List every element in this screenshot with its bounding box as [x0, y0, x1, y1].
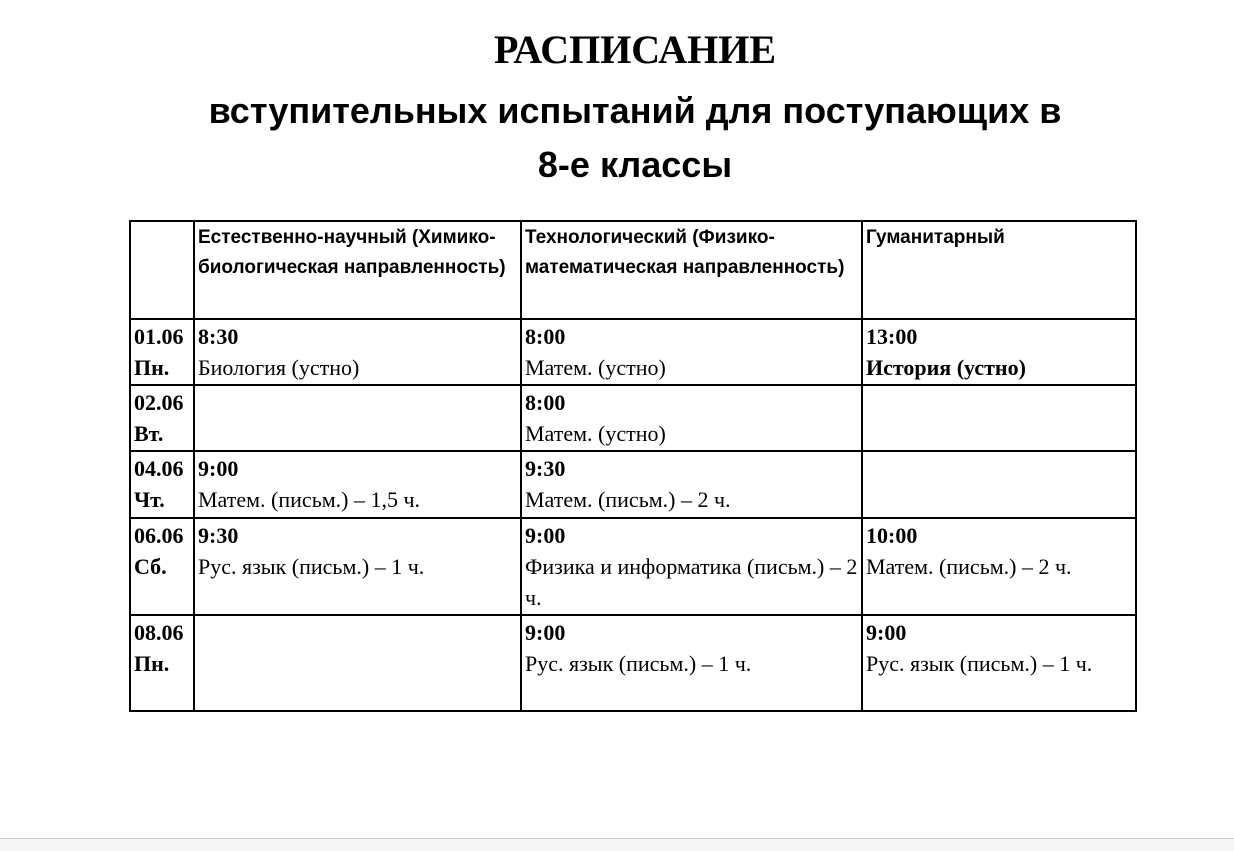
table-row: [130, 319, 1136, 385]
exam-time: 9:00: [525, 620, 566, 645]
exam-time: 9:00: [525, 523, 566, 548]
viewer-bottom-bar: [0, 839, 1234, 851]
exam-cell: [521, 518, 862, 615]
exam-subject: Матем. (устно): [525, 355, 666, 380]
day-cell: [130, 385, 194, 451]
exam-time: 8:00: [525, 324, 566, 349]
title-subtitle: [0, 84, 1234, 192]
schedule-table: [129, 220, 1137, 712]
exam-cell: [194, 615, 521, 711]
exam-cell: [521, 451, 862, 518]
day-cell: [130, 615, 194, 711]
exam-time: 8:30: [198, 324, 239, 349]
exam-cell: [194, 451, 521, 518]
day-date: 02.06: [134, 390, 184, 415]
exam-time: 13:00: [866, 324, 918, 349]
exam-time: 9:30: [525, 456, 566, 481]
exam-cell: [862, 319, 1136, 385]
table-header-row: [130, 221, 1136, 319]
exam-subject: Физика и информатика (письм.) – 2 ч.: [525, 554, 858, 610]
exam-time: 9:00: [198, 456, 239, 481]
table-row: [130, 385, 1136, 451]
exam-subject: Матем. (письм.) – 1,5 ч.: [198, 487, 421, 512]
day-weekday: Пн.: [134, 651, 170, 676]
exam-subject: Матем. (письм.) – 2 ч.: [525, 487, 731, 512]
day-date: 01.06: [134, 324, 184, 349]
exam-cell: [862, 385, 1136, 451]
exam-time: 9:30: [198, 523, 239, 548]
day-weekday: Пн.: [134, 355, 170, 380]
exam-subject: Матем. (письм.) – 2 ч.: [866, 554, 1072, 579]
header-technological: Технологический (Физико-математическая направленность): [521, 221, 862, 319]
table-row: [130, 518, 1136, 615]
day-date: 08.06: [134, 620, 184, 645]
exam-subject: Рус. язык (письм.) – 1 ч.: [198, 554, 425, 579]
exam-cell: [194, 385, 521, 451]
exam-time: 10:00: [866, 523, 918, 548]
day-weekday: Сб.: [134, 554, 167, 579]
exam-cell: [862, 615, 1136, 711]
day-cell: [130, 451, 194, 518]
table-row: [130, 615, 1136, 711]
exam-cell: [862, 518, 1136, 615]
exam-cell: [521, 385, 862, 451]
exam-cell: [521, 615, 862, 711]
header-humanities: Гуманитарный: [862, 221, 1136, 319]
day-weekday: Чт.: [134, 487, 165, 512]
exam-subject: Матем. (устно): [525, 421, 666, 446]
day-date: 06.06: [134, 523, 184, 548]
title-main: РАСПИСАНИЕ: [493, 27, 776, 72]
document-title: [0, 26, 1234, 192]
table-row: [130, 451, 1136, 518]
exam-cell: [862, 451, 1136, 518]
exam-cell: [194, 319, 521, 385]
header-natural-science: Естественно-научный (Химико-биологическая направленность): [194, 221, 521, 319]
day-cell: [130, 518, 194, 615]
exam-cell: [194, 518, 521, 615]
title-line-2: вступительных испытаний для поступающих в: [208, 90, 1062, 131]
title-line-3: 8-е классы: [537, 144, 733, 185]
exam-subject: Биология (устно): [198, 355, 360, 380]
day-cell: [130, 319, 194, 385]
day-date: 04.06: [134, 456, 184, 481]
exam-time: 9:00: [866, 620, 907, 645]
day-weekday: Вт.: [134, 421, 164, 446]
exam-subject: Рус. язык (письм.) – 1 ч.: [525, 651, 752, 676]
exam-cell: [521, 319, 862, 385]
exam-time: 8:00: [525, 390, 566, 415]
exam-subject: История (устно): [866, 355, 1026, 380]
header-empty-cell: [130, 221, 194, 319]
exam-subject: Рус. язык (письм.) – 1 ч.: [866, 651, 1093, 676]
